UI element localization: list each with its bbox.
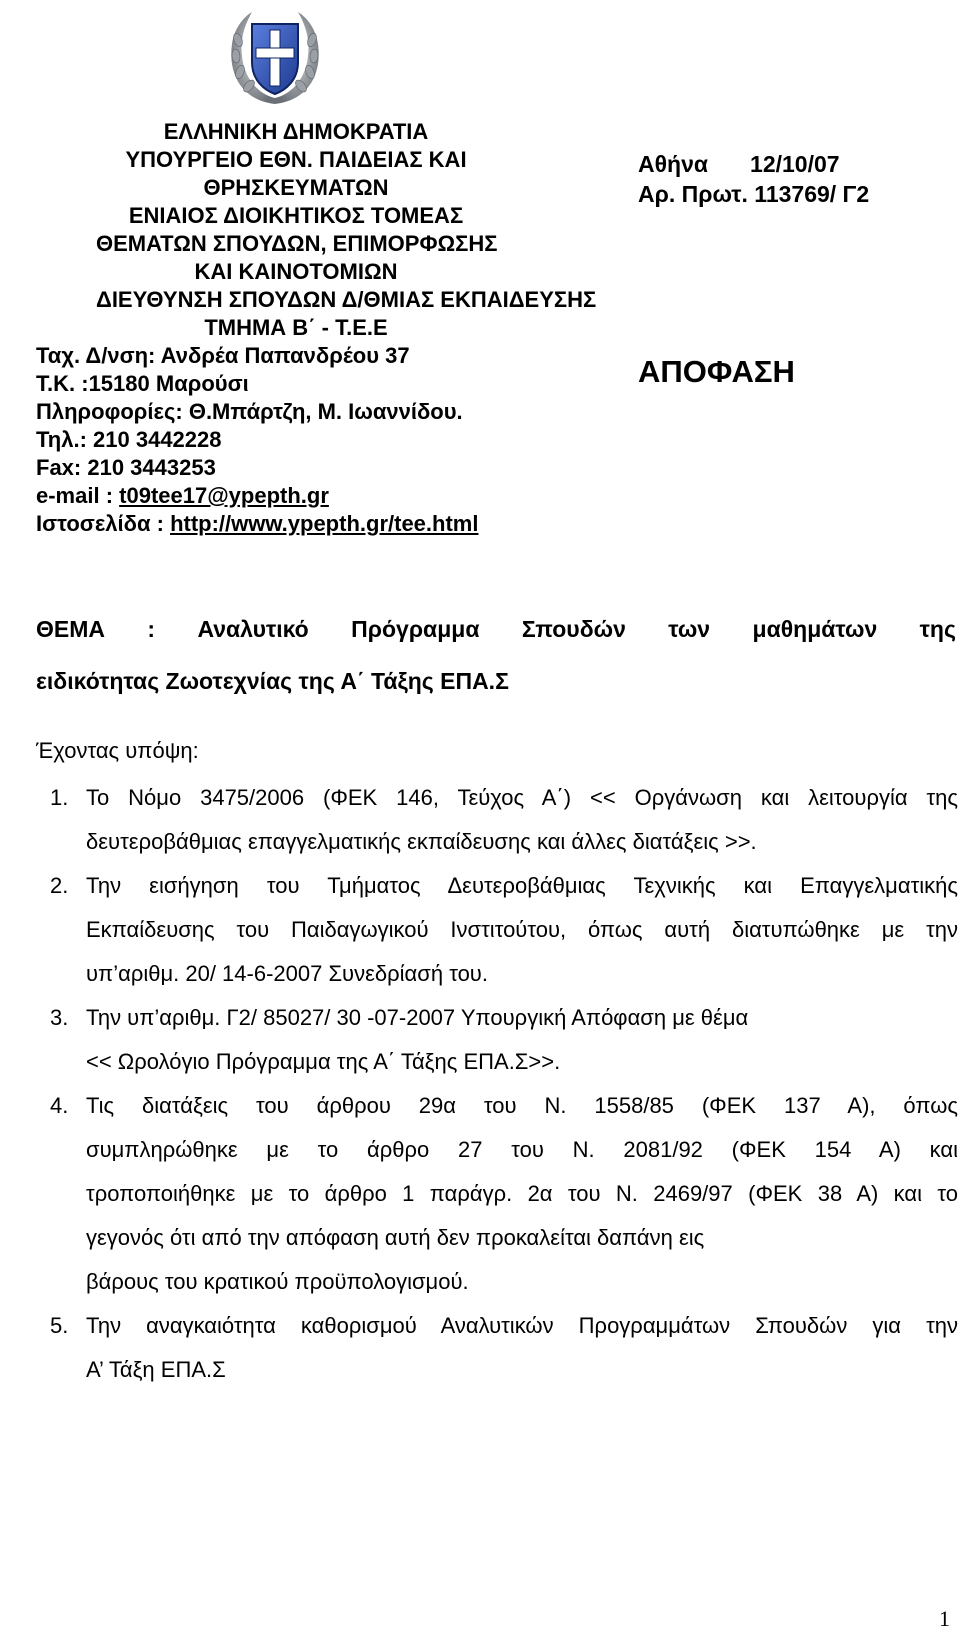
list-item-number: 3. <box>50 1005 69 1030</box>
directorate-name: ΔΙΕΥΘΥΝΣΗ ΣΠΟΥΔΩΝ Δ/ΘΜΙΑΣ ΕΚΠΑΙΔΕΥΣΗΣ <box>96 287 597 312</box>
list-item <box>36 1084 958 1304</box>
subject-line-1 <box>36 614 956 644</box>
list-item-line: βάρους του κρατικού προϋπολογισμού. <box>86 1269 469 1294</box>
department-name: ΤΜΗΜΑ Β΄ - Τ.Ε.Ε <box>204 315 388 340</box>
subject-word: ΘΕΜΑ <box>36 616 105 642</box>
subject-word: Σπουδών <box>521 616 626 642</box>
subject-word: : <box>147 616 156 642</box>
greek-coat-of-arms-emblem <box>222 4 328 110</box>
website-label: Ιστοσελίδα : <box>36 511 171 536</box>
date: 12/10/07 <box>750 151 840 177</box>
subject-word: της <box>919 616 956 642</box>
list-item <box>36 1304 958 1392</box>
fax-number: Fax: 210 3443253 <box>36 455 216 480</box>
date-row <box>638 150 840 178</box>
list-item <box>36 996 958 1084</box>
list-item <box>36 776 958 864</box>
postal-address: Ταχ. Δ/νση: Ανδρέα Παπανδρέου 37 <box>36 343 410 368</box>
list-item-line: Την αναγκαιότητα καθορισμού Αναλυτικών Προγραμμάτων Σπουδών για την <box>86 1313 958 1338</box>
postal-code: Τ.Κ. :15180 Μαρούσι <box>36 371 249 396</box>
protocol-number: Αρ. Πρωτ. 113769/ Γ2 <box>638 181 870 207</box>
phone-number: Τηλ.: 210 3442228 <box>36 427 222 452</box>
subject-word: μαθημάτων <box>752 616 878 642</box>
place: Αθήνα <box>638 151 709 177</box>
sector-line-2: ΘΕΜΑΤΩΝ ΣΠΟΥΔΩΝ, ΕΠΙΜΟΡΦΩΣΗΣ <box>96 231 498 256</box>
list-item-line: Εκπαίδευσης του Παιδαγωγικού Ινστιτούτου, όπως αυτή διατυπώθηκε με την <box>86 917 958 942</box>
website-row <box>36 510 478 538</box>
list-item-line: υπ’αριθμ. 20/ 14-6-2007 Συνεδρίασή του. <box>86 961 488 986</box>
list-item-line: Το Νόμο 3475/2006 (ΦΕΚ 146, Τεύχος Α΄) << Οργάνωση και λειτουργία της <box>86 785 958 810</box>
list-item-line: Τις διατάξεις του άρθρου 29α του Ν. 1558/85 (ΦΕΚ 137 Α), όπως <box>86 1093 958 1118</box>
list-item-number: 1. <box>50 785 69 810</box>
issuer-header-block <box>96 118 597 342</box>
list-item-number: 2. <box>50 873 69 898</box>
email-link[interactable]: t09tee17@ypepth.gr <box>119 483 329 508</box>
shield-cross-icon <box>252 24 298 94</box>
list-item-line: Την εισήγηση του Τμήματος Δευτεροβάθμιας Τεχνικής και Επαγγελματικής <box>86 873 958 898</box>
country-name: ΕΛΛΗΝΙΚΗ ΔΗΜΟΚΡΑΤΙΑ <box>163 119 429 144</box>
subject-word: Αναλυτικό <box>197 616 309 642</box>
website-link[interactable]: http://www.ypepth.gr/tee.html <box>170 511 479 536</box>
contact-persons: Πληροφορίες: Θ.Μπάρτζη, Μ. Ιωαννίδου. <box>36 399 463 424</box>
list-item-line: γεγονός ότι από την απόφαση αυτή δεν προκαλείται δαπάνη εις <box>86 1225 705 1250</box>
sector-line-1: ΕΝΙΑΙΟΣ ΔΙΟΙΚΗΤΙΚΟΣ ΤΟΜΕΑΣ <box>128 203 464 228</box>
email-row <box>36 482 478 510</box>
contact-block <box>36 342 478 538</box>
subject-line-2: ειδικότητας Ζωοτεχνίας της Α΄ Τάξης ΕΠΑ.Σ <box>36 668 509 694</box>
list-item-line: Την υπ’αριθμ. Γ2/ 85027/ 30 -07-2007 Υπουργική Απόφαση με θέμα <box>86 1005 749 1030</box>
document-type-heading: ΑΠΟΦΑΣΗ <box>638 354 795 389</box>
subject-word: Πρόγραμμα <box>351 616 480 642</box>
subject-block <box>36 614 956 696</box>
email-label: e-mail : <box>36 483 120 508</box>
list-item-line: << Ωρολόγιο Πρόγραμμα της Α΄ Τάξης ΕΠΑ.Σ>>. <box>86 1049 561 1074</box>
list-item-number: 5. <box>50 1313 69 1338</box>
list-item-number: 4. <box>50 1093 69 1118</box>
page-number: 1 <box>939 1606 950 1631</box>
sector-line-3: ΚΑΙ ΚΑΙΝΟΤΟΜΙΩΝ <box>194 259 398 284</box>
considering-label: Έχοντας υπόψη: <box>36 738 199 763</box>
ministry-line-1: ΥΠΟΥΡΓΕΙΟ ΕΘΝ. ΠΑΙΔΕΙΑΣ ΚΑΙ <box>125 147 467 172</box>
list-item <box>36 864 958 996</box>
list-item-line: Α’ Τάξη ΕΠΑ.Σ <box>86 1357 226 1382</box>
list-item-line: δευτεροβάθμιας επαγγελματικής εκπαίδευσης και άλλες διατάξεις >>. <box>86 829 757 854</box>
subject-word: των <box>668 616 711 642</box>
list-item-line: συμπληρώθηκε με το άρθρο 27 του Ν. 2081/92 (ΦΕΚ 154 Α) και <box>86 1137 958 1162</box>
ministry-line-2: ΘΡΗΣΚΕΥΜΑΤΩΝ <box>203 175 389 200</box>
list-item-line: τροποποιήθηκε με το άρθρο 1 παράγρ. 2α του Ν. 2469/97 (ΦΕΚ 38 Α) και το <box>86 1181 958 1206</box>
